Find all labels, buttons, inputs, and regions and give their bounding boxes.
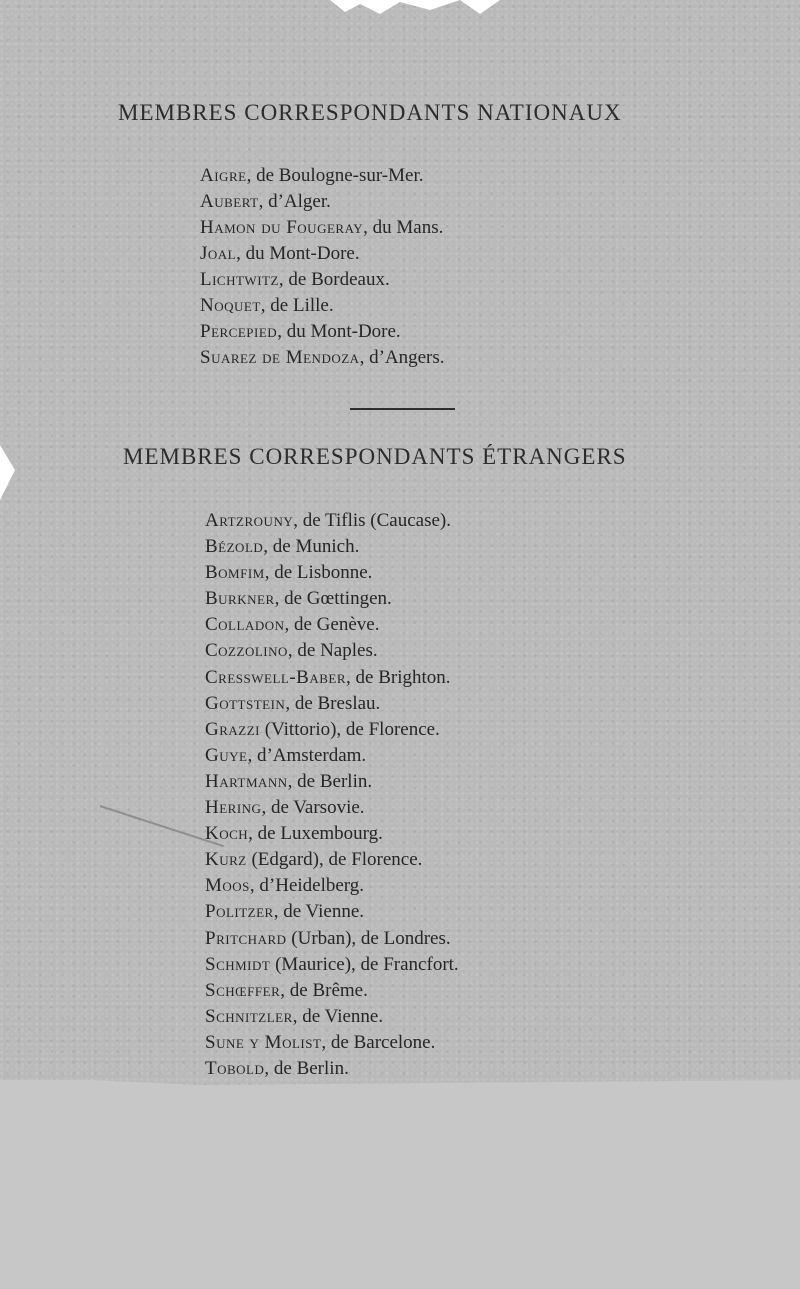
list-item: [205, 821, 459, 847]
member-name: Suarez de Mendoza: [200, 347, 360, 368]
member-place: , de Gœttingen.: [274, 588, 392, 610]
member-name: Noquet: [200, 295, 261, 316]
member-place: (Maurice), de Francfort.: [270, 953, 459, 975]
list-item: [205, 743, 459, 769]
list-item: [205, 873, 459, 899]
list-item: [205, 717, 459, 743]
member-name: Bomfim: [205, 562, 265, 584]
member-place: , d’Heidelberg.: [249, 875, 365, 897]
member-name: Kurz: [205, 849, 247, 871]
member-name: Hamon du Fougeray: [200, 217, 364, 238]
member-place: , de Vienne.: [292, 1005, 384, 1027]
list-item: [205, 1030, 459, 1056]
member-place: , de Barcelone.: [321, 1031, 436, 1053]
list-item: [205, 952, 459, 978]
list-item: [200, 319, 445, 345]
member-name: Grazzi: [205, 718, 260, 740]
list-item: [205, 769, 459, 795]
member-name: Joal: [200, 243, 237, 264]
list-item: [205, 612, 459, 638]
member-place: , du Mont-Dore.: [277, 321, 401, 342]
member-name: Gottstein: [205, 692, 286, 714]
member-place: , de Luxembourg.: [248, 823, 383, 845]
member-place: (Vittorio), de Florence.: [260, 718, 440, 740]
member-name: Moos: [205, 875, 250, 897]
paper-lower-fold: [0, 1080, 800, 1289]
member-name: Percepied: [200, 321, 278, 342]
member-name: Koch: [205, 823, 249, 845]
member-place: , d’Angers.: [359, 347, 445, 368]
member-place: , de Varsovie.: [261, 797, 365, 819]
list-item: [205, 665, 459, 691]
member-place: , de Vienne.: [273, 901, 365, 923]
member-name: Aubert: [200, 191, 259, 212]
member-place: , de Brême.: [280, 979, 368, 1001]
member-list-nationaux: [200, 163, 445, 371]
member-name: Pritchard: [205, 927, 287, 949]
member-place: , du Mans.: [363, 217, 444, 238]
member-name: Cresswell-Baber: [205, 666, 347, 688]
member-place: , de Munich.: [263, 536, 360, 558]
member-place: , de Berlin.: [287, 770, 373, 792]
member-place: , de Brighton.: [346, 666, 451, 688]
member-name: Politzer: [205, 901, 274, 923]
list-item: [205, 1056, 459, 1082]
member-name: Schnitzler: [205, 1005, 293, 1027]
member-name: Hartmann: [205, 770, 288, 792]
list-item: [200, 267, 445, 293]
list-item: [200, 345, 445, 371]
member-name: Guye: [205, 744, 248, 766]
list-item: [205, 1004, 459, 1030]
list-item: [205, 691, 459, 717]
list-item: [205, 508, 459, 534]
section-divider: [350, 408, 455, 410]
list-item: [200, 241, 445, 267]
member-name: Cozzolino: [205, 640, 288, 662]
section-title-nationaux: MEMBRES CORRESPONDANTS NATIONAUX: [118, 100, 622, 125]
member-name: Bézold: [205, 536, 264, 558]
list-item: [200, 163, 445, 189]
member-place: , de Berlin.: [264, 1057, 349, 1079]
member-list-etrangers: [205, 508, 459, 1082]
member-name: Aigre: [200, 165, 247, 186]
member-place: , de Lisbonne.: [264, 562, 373, 584]
list-item: [205, 560, 459, 586]
member-place: , d’Amsterdam.: [247, 744, 367, 766]
list-item: [205, 926, 459, 952]
member-place: (Urban), de Londres.: [286, 927, 451, 949]
member-name: Artzrouny: [205, 510, 294, 531]
list-item: [205, 534, 459, 560]
member-place: , d’Alger.: [258, 191, 331, 212]
member-name: Hering: [205, 797, 262, 819]
member-place: , de Breslau.: [285, 692, 381, 714]
list-item: [205, 847, 459, 873]
member-name: Burkner: [205, 588, 275, 610]
member-name: Lichtwitz: [200, 269, 279, 290]
member-place: , de Tiflis (Caucase).: [293, 510, 452, 531]
member-place: , de Lille.: [260, 295, 334, 316]
list-item: [200, 215, 445, 241]
member-place: , de Bordeaux.: [278, 269, 390, 290]
member-place: , de Naples.: [287, 640, 378, 662]
list-item: [205, 899, 459, 925]
member-name: Colladon: [205, 614, 285, 636]
member-name: Schmidt: [205, 953, 271, 975]
list-item: [205, 978, 459, 1004]
list-item: [205, 586, 459, 612]
member-name: Sune y Molist: [205, 1031, 322, 1053]
list-item: [200, 189, 445, 215]
list-item: [205, 795, 459, 821]
member-place: (Edgard), de Florence.: [246, 849, 423, 871]
member-place: , de Genève.: [284, 614, 380, 636]
member-name: Tobold: [205, 1057, 265, 1079]
section-title-etrangers: MEMBRES CORRESPONDANTS ÉTRANGERS: [123, 444, 627, 469]
member-place: , du Mont-Dore.: [236, 243, 360, 264]
member-name: Schœffer: [205, 979, 281, 1001]
list-item: [200, 293, 445, 319]
member-place: , de Boulogne-sur-Mer.: [246, 165, 424, 186]
list-item: [205, 638, 459, 664]
